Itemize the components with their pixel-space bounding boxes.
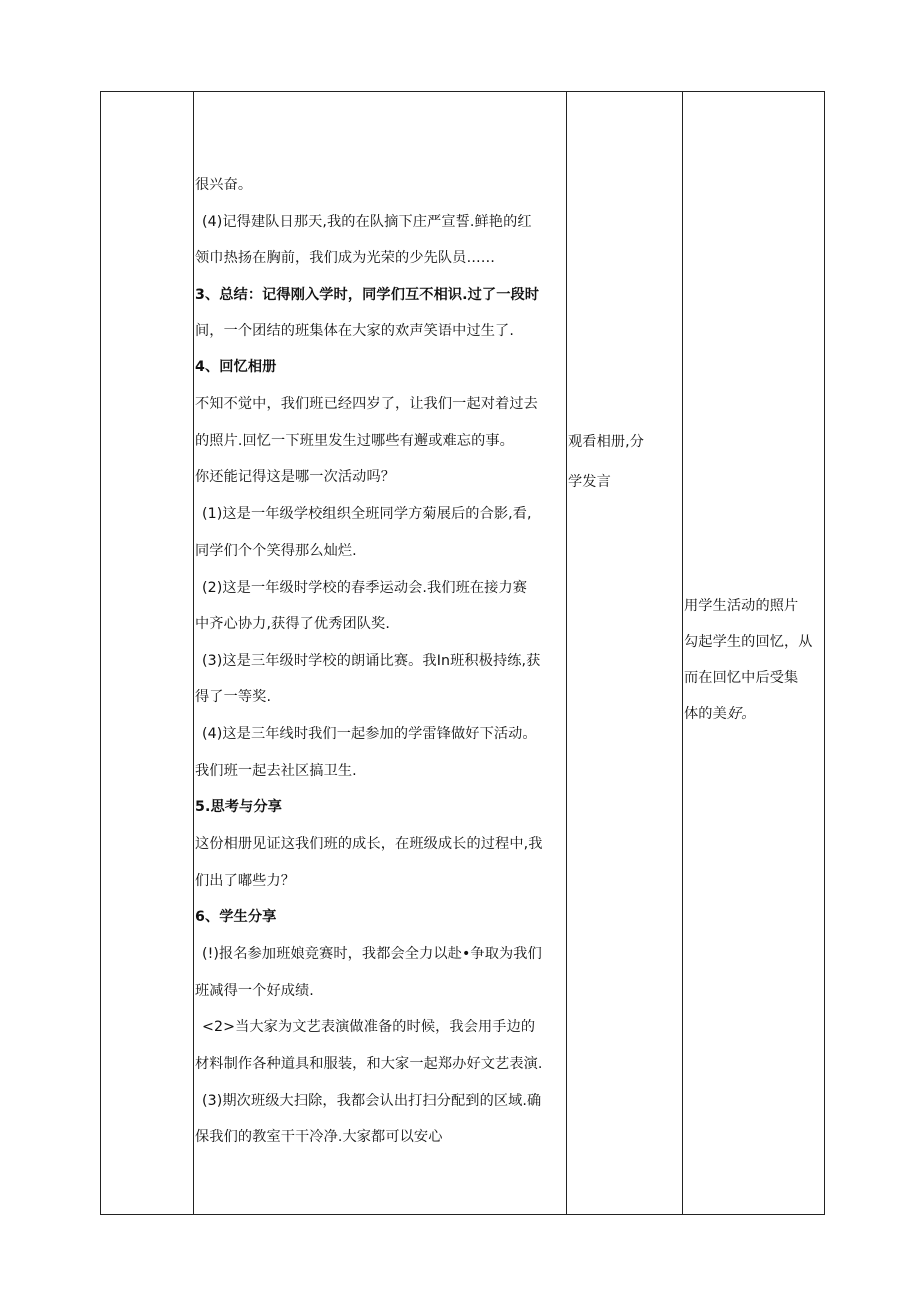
- content-line: 的照片.回忆一下班里发生过哪些有邂或难忘的事。: [195, 433, 514, 449]
- content-line: 你还能记得这是哪一次活动吗？: [195, 469, 396, 485]
- content-line: 不知不觉中，我们班已经四岁了，让我们一起对着过去: [195, 396, 538, 412]
- intent-line: 而在回忆中后受集: [684, 670, 799, 686]
- content-line: 们出了嘟些力？: [195, 873, 296, 889]
- intent-line: 勾起学生的回忆，从: [684, 634, 813, 650]
- content-line: (2)这是一年级时学校的春季运动会.我们班在接力赛: [202, 580, 528, 596]
- content-line: 很兴奋。: [195, 177, 253, 193]
- intent-line: [684, 705, 755, 723]
- intent-line-text: 体的美: [684, 706, 727, 722]
- activity-line: 学发言: [568, 474, 611, 490]
- content-line: (!)报名参加班娘竞赛时，我都会全力以赴•争取为我们: [202, 946, 542, 962]
- content-line: 5.思考与分享: [195, 799, 282, 815]
- content-line: 班减得一个好成绩.: [195, 983, 314, 999]
- content-line: 我们班一起去社区搞卫生.: [195, 763, 357, 779]
- content-line: (4)记得建队日那天,我的在队摘下庄严宣誓.鲜艳的红: [202, 214, 532, 230]
- content-line: 6、学生分享: [195, 909, 277, 925]
- content-line: 保我们的教室干干冷净.大家都可以安心: [195, 1129, 443, 1145]
- content-line: 同学们个个笑得那么灿烂.: [195, 543, 357, 559]
- content-line: <2>当大家为文艺表演做准备的时候，我会用手边的: [202, 1019, 536, 1035]
- content-line: (1)这是一年级学校组织全班同学方菊展后的合影,看,: [202, 506, 532, 522]
- content-line: 间，一个团结的班集体在大家的欢声笑语中过生了.: [195, 323, 514, 339]
- teaching-content-cell: [194, 92, 567, 1215]
- content-line: 4、回忆相册: [195, 359, 277, 375]
- content-line: 得了一等奖.: [195, 689, 272, 705]
- content-line: (3)期次班级大扫除，我都会认出打扫分配到的区域.确: [202, 1093, 542, 1109]
- table-row: [101, 92, 825, 1215]
- content-line: 中齐心协力,获得了优秀团队奖.: [195, 616, 390, 632]
- activity-line: 观看相册,分: [568, 434, 645, 450]
- content-line: 3、总结：记得刚入学时，同学们互不相识.过了一段时: [195, 287, 540, 303]
- content-line: 这份相册见证这我们班的成长，在班级成长的过程中,我: [195, 836, 543, 852]
- content-line: 领巾热扬在胸前，我们成为光荣的少先队员……: [195, 250, 496, 266]
- design-intent-cell: [683, 92, 825, 1215]
- student-activity-cell: [567, 92, 683, 1215]
- intent-line-tail: 好。: [726, 706, 756, 722]
- intent-line: 用学生活动的照片: [684, 598, 799, 614]
- content-line: (3)这是三年级时学校的朗诵比赛。我In班积极持练,获: [202, 653, 541, 669]
- lesson-plan-table: [100, 91, 825, 1215]
- content-line: 材料制作各种道具和服装，和大家一起郑办好文艺表演.: [195, 1056, 543, 1072]
- section-cell: [101, 92, 194, 1215]
- content-line: (4)这是三年线时我们一起参加的学雷锋做好下活动。: [202, 726, 537, 742]
